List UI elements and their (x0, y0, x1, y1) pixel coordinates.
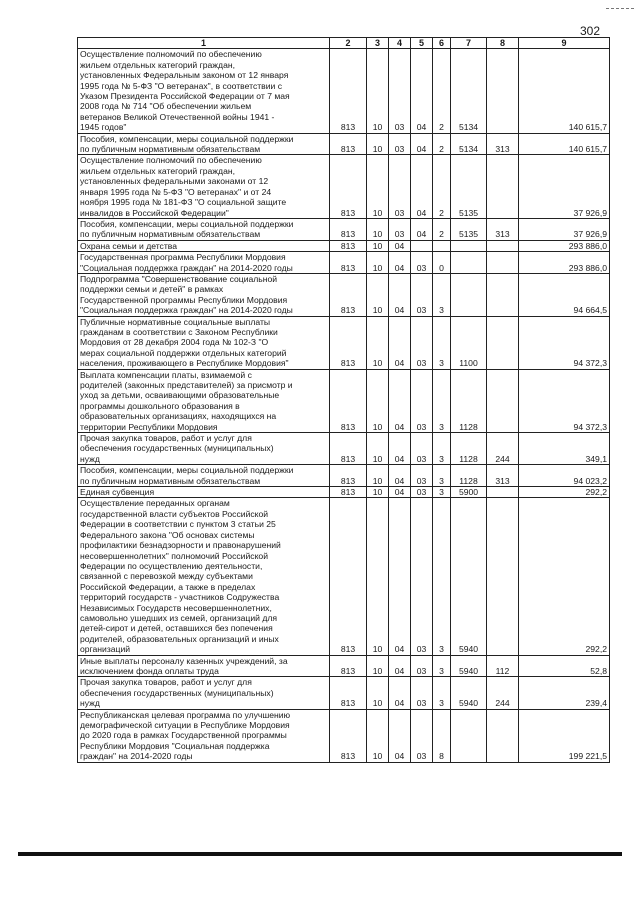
row-program: 03 (411, 465, 433, 487)
row-section: 10 (367, 433, 389, 465)
row-section: 10 (367, 465, 389, 487)
row-target-code (451, 273, 487, 316)
row-subprogram: 2 (433, 49, 451, 133)
row-name: Пособия, компенсации, меры социальной поддержки по публичным нормативным обязательствам (78, 133, 330, 155)
row-subprogram: 2 (433, 218, 451, 240)
row-amount: 349,1 (519, 433, 610, 465)
row-subsection: 04 (389, 498, 411, 655)
row-name: Пособия, компенсации, меры социальной поддержки по публичным нормативным обязательствам (78, 465, 330, 487)
row-name: Выплата компенсации платы, взимаемой с родителей (законных представителей) за присмотр и уход за детьми, осваивающими образовательные программы дошкольного образования в образовательных организациях, находящихся на территории Республики Мордовия (78, 369, 330, 432)
row-target-code: 1128 (451, 465, 487, 487)
row-name: Подпрограмма "Совершенствование социальной поддержки семьи и детей" в рамках Государственной программы Республики Мордовия "Социальная поддержка граждан" на 2014-2020 годы (78, 273, 330, 316)
budget-table (77, 37, 610, 763)
row-subprogram: 3 (433, 498, 451, 655)
row-amount: 37 926,9 (519, 155, 610, 218)
row-section: 10 (367, 155, 389, 218)
corner-mark (606, 8, 634, 10)
row-target-code: 5135 (451, 155, 487, 218)
row-amount: 94 664,5 (519, 273, 610, 316)
row-subsection: 03 (389, 49, 411, 133)
header-cell: 3 (367, 38, 389, 49)
row-target-code: 1128 (451, 369, 487, 432)
row-expense-type: 244 (487, 433, 519, 465)
row-program: 03 (411, 487, 433, 498)
row-expense-type (487, 155, 519, 218)
row-expense-type (487, 498, 519, 655)
row-target-code: 5900 (451, 487, 487, 498)
row-expense-type: 313 (487, 133, 519, 155)
row-section: 10 (367, 273, 389, 316)
row-amount: 199 221,5 (519, 709, 610, 762)
row-name: Осуществление полномочий по обеспечению жильем отдельных категорий граждан, установленных федеральными законами от 12 января 1995 года № 5-ФЗ "О ветеранах" и от 24 ноября 1995 года № 181-ФЗ "О социальной защите инвалидов в Российской Федерации" (78, 155, 330, 218)
row-admin-code: 813 (330, 155, 367, 218)
row-program (411, 240, 433, 251)
row-program: 04 (411, 133, 433, 155)
row-admin-code: 813 (330, 655, 367, 677)
table-row (78, 465, 610, 487)
row-program: 03 (411, 252, 433, 274)
row-name: Единая субвенция (78, 487, 330, 498)
table-row (78, 240, 610, 251)
row-admin-code: 813 (330, 218, 367, 240)
row-admin-code: 813 (330, 369, 367, 432)
row-subprogram: 3 (433, 677, 451, 709)
row-subsection: 03 (389, 133, 411, 155)
row-subprogram: 3 (433, 273, 451, 316)
bottom-rule (18, 852, 622, 856)
table-row (78, 273, 610, 316)
row-expense-type: 313 (487, 218, 519, 240)
header-row (78, 38, 610, 49)
row-section: 10 (367, 487, 389, 498)
row-target-code (451, 709, 487, 762)
header-cell: 7 (451, 38, 487, 49)
header-cell: 8 (487, 38, 519, 49)
header-cell: 1 (78, 38, 330, 49)
row-name: Пособия, компенсации, меры социальной поддержки по публичным нормативным обязательствам (78, 218, 330, 240)
row-subsection: 03 (389, 155, 411, 218)
row-subsection: 04 (389, 709, 411, 762)
row-target-code: 5135 (451, 218, 487, 240)
row-amount: 292,2 (519, 498, 610, 655)
row-subsection: 04 (389, 369, 411, 432)
row-section: 10 (367, 677, 389, 709)
row-subprogram: 8 (433, 709, 451, 762)
row-expense-type: 244 (487, 677, 519, 709)
row-program: 03 (411, 273, 433, 316)
row-amount: 140 615,7 (519, 49, 610, 133)
row-section: 10 (367, 240, 389, 251)
row-admin-code: 813 (330, 240, 367, 251)
row-section: 10 (367, 655, 389, 677)
row-subprogram: 3 (433, 655, 451, 677)
row-amount: 94 372,3 (519, 369, 610, 432)
row-subsection: 04 (389, 433, 411, 465)
row-expense-type (487, 709, 519, 762)
row-program: 03 (411, 677, 433, 709)
table-row (78, 218, 610, 240)
row-subprogram (433, 240, 451, 251)
row-subsection: 04 (389, 240, 411, 251)
row-subprogram: 3 (433, 316, 451, 369)
header-cell: 4 (389, 38, 411, 49)
row-subsection: 04 (389, 273, 411, 316)
row-target-code: 5940 (451, 498, 487, 655)
row-program: 03 (411, 369, 433, 432)
row-amount: 94 372,3 (519, 316, 610, 369)
row-section: 10 (367, 49, 389, 133)
row-program: 03 (411, 433, 433, 465)
row-program: 03 (411, 709, 433, 762)
row-target-code: 5940 (451, 677, 487, 709)
row-target-code (451, 240, 487, 251)
row-subsection: 04 (389, 316, 411, 369)
row-target-code: 5134 (451, 133, 487, 155)
row-amount: 140 615,7 (519, 133, 610, 155)
table-row (78, 133, 610, 155)
table-row (78, 487, 610, 498)
row-program: 04 (411, 155, 433, 218)
row-admin-code: 813 (330, 316, 367, 369)
table-row (78, 433, 610, 465)
row-subprogram: 3 (433, 369, 451, 432)
row-subsection: 04 (389, 252, 411, 274)
row-amount: 293 886,0 (519, 240, 610, 251)
table-row (78, 709, 610, 762)
row-amount: 293 886,0 (519, 252, 610, 274)
table-row (78, 155, 610, 218)
row-target-code: 1100 (451, 316, 487, 369)
table-row (78, 49, 610, 133)
row-section: 10 (367, 252, 389, 274)
row-amount: 52,8 (519, 655, 610, 677)
header-cell: 5 (411, 38, 433, 49)
row-name: Прочая закупка товаров, работ и услуг для обеспечения государственных (муниципальных) нужд (78, 677, 330, 709)
row-name: Осуществление полномочий по обеспечению жильем отдельных категорий граждан, установленных Федеральным законом от 12 января 1995 года № 5-ФЗ "О ветеранах", в соответствии с Указом Президента Российской Федерации от 7 мая 2008 года № 714 "Об обеспечении жильем ветеранов Великой Отечественной войны 1941 - 1945 годов" (78, 49, 330, 133)
row-name: Республиканская целевая программа по улучшению демографической ситуации в Республике Мордовия до 2020 года в рамках Государственной программы Республики Мордовия "Социальная поддержка граждан" на 2014-2020 годы (78, 709, 330, 762)
row-amount: 292,2 (519, 487, 610, 498)
row-section: 10 (367, 498, 389, 655)
row-admin-code: 813 (330, 709, 367, 762)
row-expense-type (487, 316, 519, 369)
row-name: Публичные нормативные социальные выплаты гражданам в соответствии с Законом Республики Мордовия от 28 декабря 2004 года № 102-З "О мерах социальной поддержки отдельных категорий населения, проживающего в Республике Мордовия" (78, 316, 330, 369)
row-admin-code: 813 (330, 49, 367, 133)
row-expense-type (487, 487, 519, 498)
row-section: 10 (367, 709, 389, 762)
row-admin-code: 813 (330, 465, 367, 487)
row-admin-code: 813 (330, 252, 367, 274)
row-amount: 37 926,9 (519, 218, 610, 240)
table-row (78, 677, 610, 709)
row-subsection: 04 (389, 465, 411, 487)
row-admin-code: 813 (330, 487, 367, 498)
header-cell: 6 (433, 38, 451, 49)
row-name: Прочая закупка товаров, работ и услуг для обеспечения государственных (муниципальных) нужд (78, 433, 330, 465)
row-subsection: 03 (389, 218, 411, 240)
row-subprogram: 2 (433, 133, 451, 155)
row-subprogram: 3 (433, 433, 451, 465)
row-program: 04 (411, 49, 433, 133)
row-program: 03 (411, 316, 433, 369)
row-subprogram: 3 (433, 487, 451, 498)
row-program: 03 (411, 498, 433, 655)
row-subsection: 04 (389, 677, 411, 709)
table-row (78, 655, 610, 677)
row-admin-code: 813 (330, 133, 367, 155)
row-section: 10 (367, 218, 389, 240)
row-target-code: 1128 (451, 433, 487, 465)
row-target-code: 5134 (451, 49, 487, 133)
row-expense-type (487, 369, 519, 432)
table-row (78, 316, 610, 369)
row-target-code (451, 252, 487, 274)
row-name: Охрана семьи и детства (78, 240, 330, 251)
row-expense-type (487, 49, 519, 133)
header-cell: 2 (330, 38, 367, 49)
row-program: 04 (411, 218, 433, 240)
row-name: Осуществление переданных органам государственной власти субъектов Российской Федерации в соответствии с пунктом 3 статьи 25 Федерального закона "Об основах системы профилактики безнадзорности и правонарушений несовершеннолетних" полномочий Российской Федерации по осуществлению деятельности, связанной с перевозкой между субъектами Российской Федерации, а также в пределах территорий государств - участников Содружества Независимых Государств несовершеннолетних, самовольно ушедших из семей, организаций для детей-сирот и детей, оставшихся без попечения родителей, образовательных организаций и иных организаций (78, 498, 330, 655)
row-expense-type (487, 240, 519, 251)
table-row (78, 252, 610, 274)
row-admin-code: 813 (330, 498, 367, 655)
table-row (78, 498, 610, 655)
row-program: 03 (411, 655, 433, 677)
row-name: Государственная программа Республики Мордовия "Социальная поддержка граждан" на 2014-2020 годы (78, 252, 330, 274)
table-body (78, 49, 610, 762)
row-subsection: 04 (389, 655, 411, 677)
row-section: 10 (367, 369, 389, 432)
row-subprogram: 2 (433, 155, 451, 218)
row-expense-type (487, 273, 519, 316)
row-subprogram: 0 (433, 252, 451, 274)
page-number: 302 (580, 24, 601, 38)
row-subprogram: 3 (433, 465, 451, 487)
row-amount: 94 023,2 (519, 465, 610, 487)
row-name: Иные выплаты персоналу казенных учреждений, за исключением фонда оплаты труда (78, 655, 330, 677)
table-row (78, 369, 610, 432)
row-subsection: 04 (389, 487, 411, 498)
row-section: 10 (367, 133, 389, 155)
row-expense-type: 313 (487, 465, 519, 487)
row-section: 10 (367, 316, 389, 369)
row-admin-code: 813 (330, 433, 367, 465)
row-target-code: 5940 (451, 655, 487, 677)
row-admin-code: 813 (330, 677, 367, 709)
row-expense-type: 112 (487, 655, 519, 677)
header-cell: 9 (519, 38, 610, 49)
row-expense-type (487, 252, 519, 274)
row-admin-code: 813 (330, 273, 367, 316)
row-amount: 239,4 (519, 677, 610, 709)
